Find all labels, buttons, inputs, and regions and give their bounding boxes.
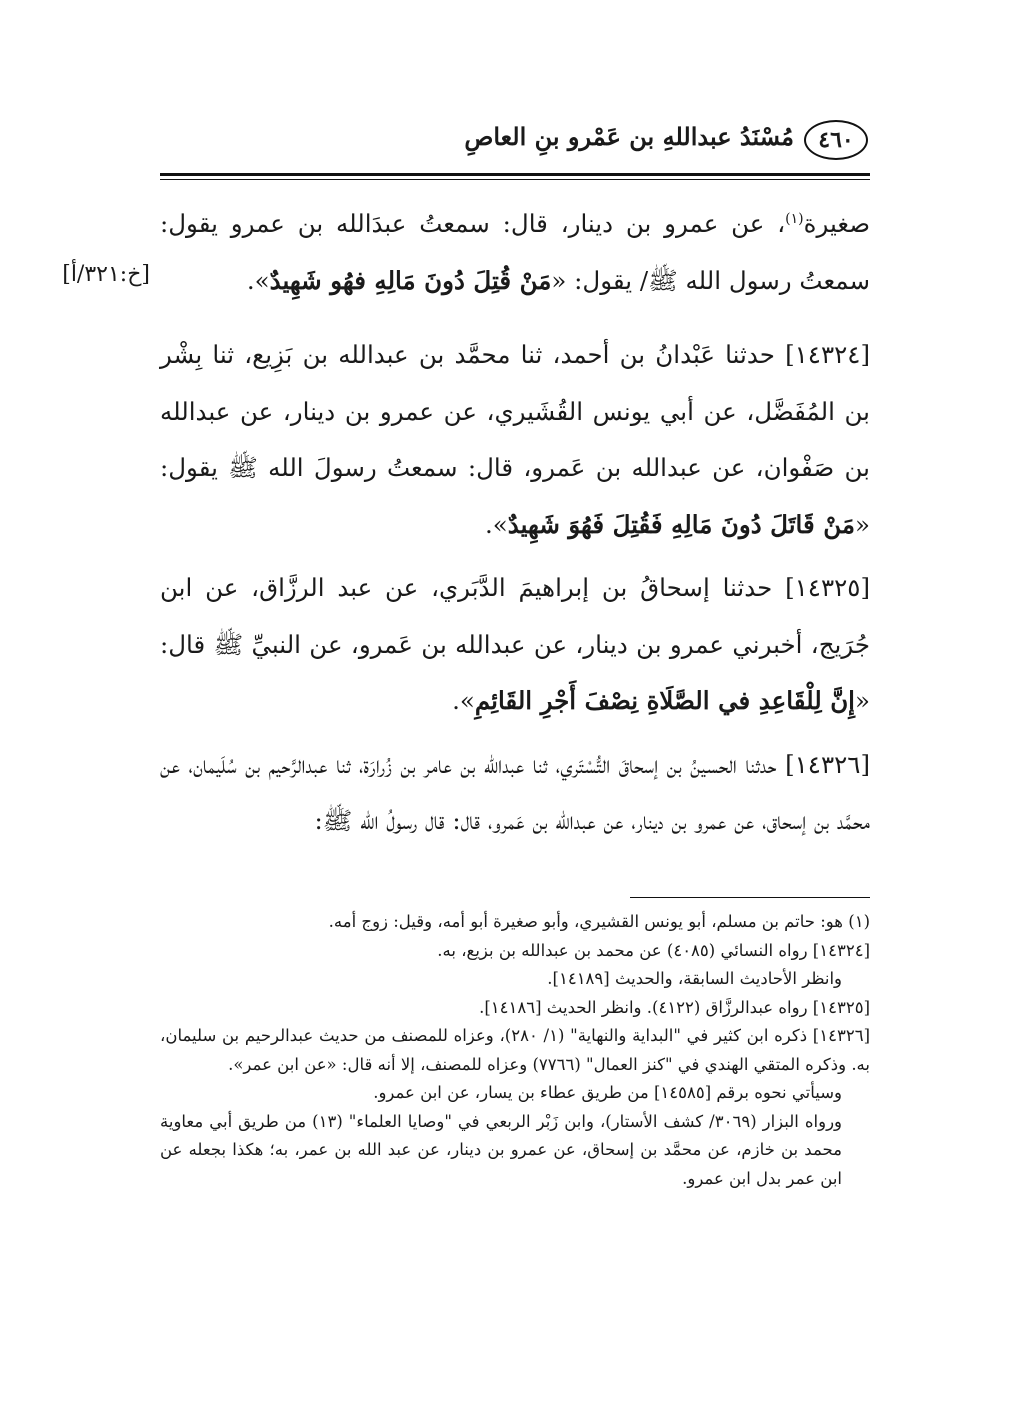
hadith-text: مَنْ قَاتَلَ دُونَ مَالِهِ فَقُتِلَ فَهُوَ شَهِيدٌ bbox=[507, 509, 855, 539]
footnote-line: وسيأتي نحوه برقم [١٤٥٨٥] من طريق عطاء بن يسار، عن ابن عمرو. bbox=[373, 1083, 842, 1102]
page-number-text: ٤٦٠ bbox=[818, 127, 854, 153]
paragraph-continuation bbox=[160, 196, 870, 309]
paragraph-text: حدثنا الحسينُ بن إسحاقَ التُّسْتَري، ثنا عبدالله بن عامر بن زُرارَة، ثنا عبدالرَّحيم بن سُلَيمان، عن محمَّد بن إسحاق، عن عمرو بن دينار، عن عبدالله بن عَمرو، قال: قال رسولُ الله ﷺ: bbox=[160, 749, 870, 835]
hadith-number: [١٤٣٢٤] bbox=[785, 340, 870, 369]
footnote-line: وانظر الأحاديث السابقة، والحديث [١٤١٨٩]. bbox=[547, 969, 842, 988]
footnote-line: [١٤٣٢٥] رواه عبدالرزَّاق (٤١٢٢). وانظر الحديث [١٤١٨٦]. bbox=[479, 997, 870, 1017]
hadith-paragraph bbox=[160, 737, 870, 850]
hadith-text: مَنْ قُتِلَ دُونَ مَالِهِ فهُو شَهِيدٌ bbox=[269, 265, 552, 295]
paragraph-pre: صغيرة bbox=[803, 209, 870, 238]
hadith-number: [١٤٣٢٦] bbox=[785, 749, 870, 779]
hadith-number: [١٤٣٢٥] bbox=[785, 573, 870, 602]
header-rule-thin bbox=[160, 179, 870, 180]
paragraph-post: ». bbox=[246, 265, 270, 295]
footnotes bbox=[160, 908, 870, 1193]
footnote-line: [١٤٣٢٤] رواه النسائي (٤٠٨٥) عن محمد بن عبدالله بن بزيع، به. bbox=[437, 940, 870, 960]
paragraph-post: ». bbox=[452, 686, 475, 715]
paragraph-text: حدثنا عَبْدانُ بن أحمد، ثنا محمَّد بن عبدالله بن بَزِيع، ثنا بِشْر بن المُفَضَّل، عن أبي يونس القُشَيري، عن عمرو بن دينار، عن عبدالله بن صَفْوان، عن عبدالله بن عَمرو، قال: سمعتُ رسولَ الله ﷺ يقول: « bbox=[160, 340, 870, 539]
paragraph-text: حدثنا إسحاقُ بن إبراهيمَ الدَّبَري، عن عبد الرزَّاق، عن ابن جُرَيج، أخبرني عمرو بن دينار، عن عبدالله بن عَمرو، عن النبيِّ ﷺ قال: « bbox=[160, 573, 870, 715]
main-text bbox=[160, 196, 870, 857]
footnote-line: [١٤٣٢٦] ذكره ابن كثير في "البداية والنهاية" (١/ ٢٨٠)، وعزاه للمصنف من حديث عبدالرحيم بن سليمان، به. وذكره المتقي الهندي في "كنز العمال" (٧٧٦٦) وعزاه للمصنف، إلا أنه قال: «عن ابن عمر». bbox=[160, 1026, 870, 1074]
footnote-line: ورواه البزار (٣٠٦٩/ كشف الأستار)، وابن زَبْر الربعي في "وصايا العلماء" (١٣) من طريق أبي معاوية محمد بن خازم، عن محمَّد بن إسحاق، عن عمرو بن دينار، عن عبد الله بن عمر، به؛ هكذا بجعله عن ابن عمر بدل ابن عمرو. bbox=[160, 1111, 843, 1188]
page-number bbox=[804, 120, 868, 160]
footnote-line: (١) هو: حاتم بن مسلم، أبو يونس القشيري، وأبو صغيرة أبو أمه، وقيل: زوج أمه. bbox=[328, 912, 870, 931]
hadith-paragraph bbox=[160, 327, 870, 553]
hadith-paragraph bbox=[160, 560, 870, 730]
page-header bbox=[160, 118, 870, 174]
footnote-marker: (١) bbox=[785, 210, 804, 227]
footnote-separator bbox=[630, 897, 870, 898]
paragraph-post: ». bbox=[485, 509, 508, 539]
running-title: مُسْنَدُ عبداللهِ بن عَمْرو بنِ العاصِ bbox=[464, 122, 794, 151]
header-rule-thick bbox=[160, 173, 870, 176]
margin-note: [خ:٣٢١/أ] bbox=[62, 262, 150, 287]
hadith-text: إِنَّ لِلْقَاعِدِ في الصَّلَاةِ نِصْفَ أَجْرِ القَائِمِ bbox=[474, 686, 855, 715]
paragraph-text: ، عن عمرو بن دينار، قال: سمعتُ عبدَالله بن عمرو يقول: سمعتُ رسول الله ﷺ/ يقول: « bbox=[160, 209, 870, 295]
